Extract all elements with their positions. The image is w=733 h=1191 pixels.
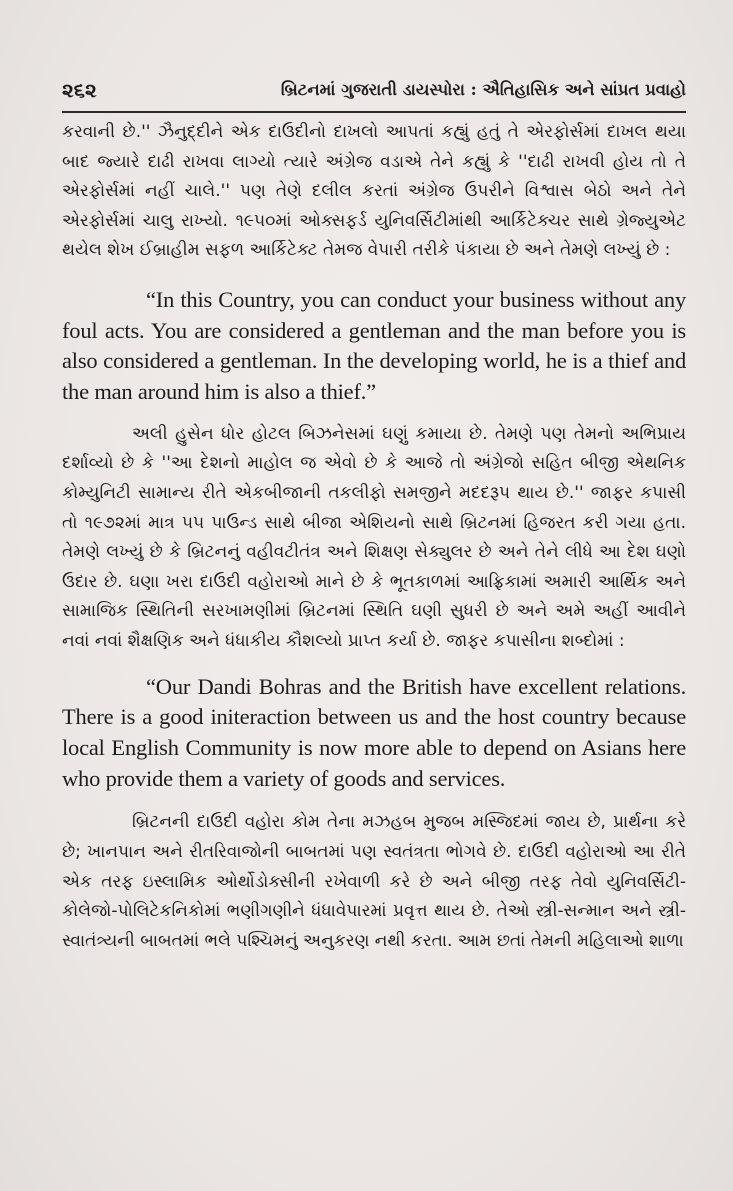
page-body [62,118,686,956]
english-quote-2: “Our Dandi Bohras and the British have excellent relations. There is a good initeraction between us and the host country because local English Community is now more able to depend on Asians here who provide them a variety of goods and services. [62,673,686,791]
english-quote-1: “In this Country, you can conduct your business without any foul acts. You are considered a gentleman and the man before you is also considered a gentleman. In the developing world, he is a thief and the man around him is also a thief.” [62,286,686,405]
paragraph-1: કરવાની છે.'' ઝૈનુદ્દીને એક દાઉદીનો દાખલો આપતાં કહ્યું હતું તે એરફોર્સમાં દાખલ થયા બાદ જ્યારે દાઢી રાખવા લાગ્યો ત્યારે અંગ્રેજ વડાએ તેને કહ્યું કે ''દાઢી રાખવી હોય તો તે એરફોર્સમાં નહીં ચાલે.'' પણ તેણે દલીલ કરતાં અંગ્રેજ ઉપરીને વિશ્વાસ બેઠો અને તેને એરફોર્સમાં ચાલુ રાખ્યો. ૧૯૫૦માં ઓક્સફર્ડ યુનિવર્સિટીમાંથી આર્કિટેક્ચર સાથે ગ્રેજ્યુએટ થયેલ શેખ ઈબ્રાહીમ સફળ આર્કિટેક્ટ તેમજ વેપારી તરીકે પંકાયા છે અને તેમણે લખ્યું છે : [62,122,686,261]
paragraph-2: અલી હુસેન ધોર હોટલ બિઝનેસમાં ઘણું કમાયા છે. તેમણે પણ તેમનો અભિપ્રાય દર્શાવ્યો છે કે ''આ દેશનો માહોલ જ એવો છે કે આજે તો અંગ્રેજો સહિત બીજી એથનિક કોમ્યુનિટી સામાન્ય રીતે એકબીજાની તકલીફો સમજીને મદદરૂપ થાય છે.'' જાફર કપાસી તો ૧૯૭૨માં માત્ર ૫૫ પાઉન્ડ સાથે બીજા એશિયનો સાથે બ્રિટનમાં હિજરત કરી ગયા હતા. તેમણે લખ્યું છે કે બ્રિટનનું વહીવટીતંત્ર અને શિક્ષણ સેક્યુલર છે અને તેને લીધે આ દેશ ઘણો ઉદાર છે. ઘણા ખરા દાઉદી વહોરાઓ માને છે કે ભૂતકાળમાં આફ્રિકામાં અમારી આર્થિક અને સામાજિક સ્થિતિની સરખામણીમાં બ્રિટનમાં સ્થિતિ ઘણી સુધરી છે અને અમે અહીં આવીને નવાં નવાં શૈક્ષણિક અને ધંધાકીય કૌશલ્યો પ્રાપ્ત કર્યા છે. જાફર કપાસીના શબ્દોમાં : [62,423,686,651]
paragraph-3: બ્રિટનની દાઉદી વહોરા કોમ તેના મઝહબ મુજબ મસ્જિદમાં જાય છે, પ્રાર્થના કરે છે; ખાનપાન અને રીતરિવાજોની બાબતમાં પણ સ્વતંત્રતા ભોગવે છે. દાઉદી વહોરાઓ આ રીતે એક તરફ ઇસ્લામિક ઓર્થોડોક્સીની રખેવાળી કરે છે અને બીજી તરફ તેવો યુનિવર્સિટી-કોલેજો-પોલિટેકનિકોમાં ભણીગણીને ધંધાવેપારમાં પ્રવૃત્ત થાય છે. તેઓ સ્ત્રી-સન્માન અને સ્ત્રી-સ્વાતંત્ર્યની બાબતમાં ભલે પશ્ચિમનું અનુકરણ નથી કરતા. આમ છતાં તેમની મહિલાઓ શાળા [62,812,686,951]
header-rule [62,111,686,113]
page-header [62,74,686,106]
page-number: ૨૬૨ [62,78,97,102]
running-title: બ્રિટનમાં ગુજરાતી ડાયસ્પોરા : ઐતિહાસિક અને સાંપ્રત પ્રવાહો [280,80,686,99]
